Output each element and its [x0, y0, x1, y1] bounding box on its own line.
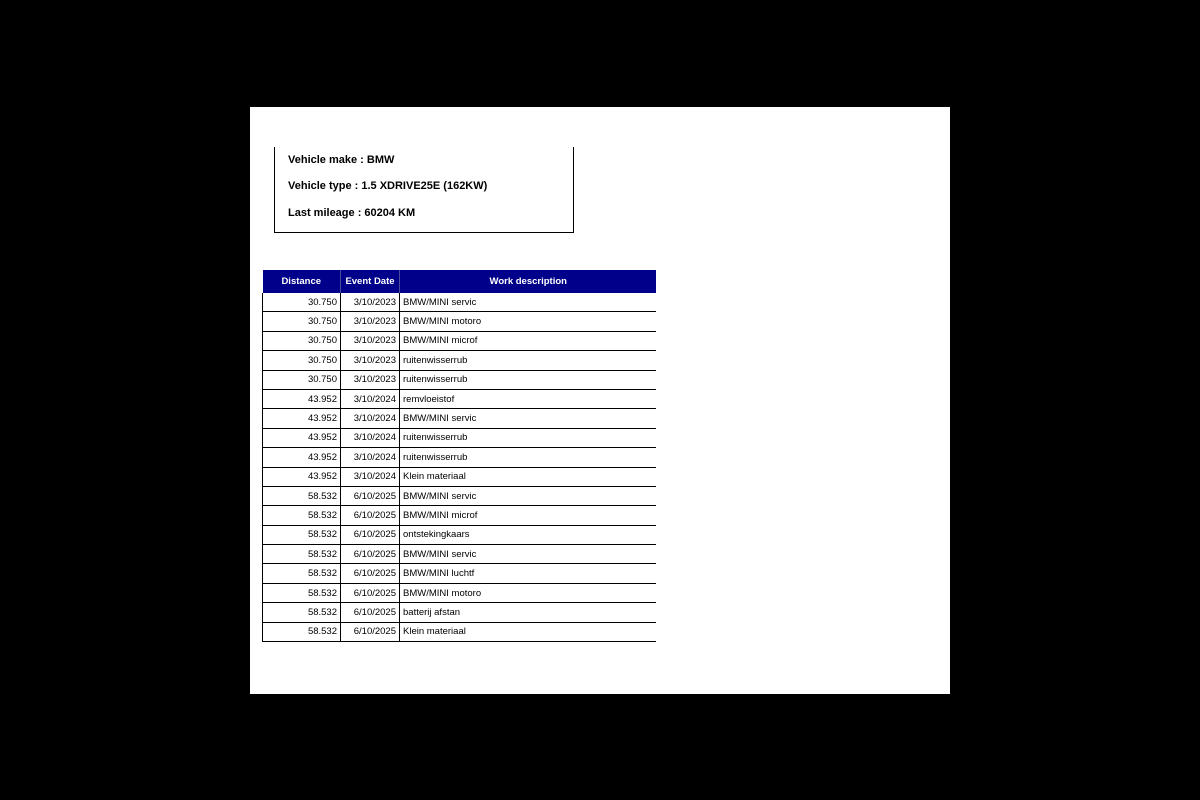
row-distance: 30.750	[263, 312, 341, 331]
row-work-description: BMW/MINI luchtf	[400, 564, 657, 583]
row-work-description: ontstekingkaars	[400, 525, 657, 544]
row-event-date: 6/10/2025	[341, 506, 400, 525]
row-event-date: 6/10/2025	[341, 545, 400, 564]
table-row	[263, 622, 657, 641]
table-row	[263, 409, 657, 428]
table-row	[263, 312, 657, 331]
header-distance: Distance	[263, 270, 341, 293]
table-row	[263, 331, 657, 350]
row-work-description: batterij afstan	[400, 603, 657, 622]
row-distance: 43.952	[263, 409, 341, 428]
row-event-date: 3/10/2023	[341, 331, 400, 350]
row-work-description: Klein materiaal	[400, 467, 657, 486]
row-event-date: 6/10/2025	[341, 525, 400, 544]
row-distance: 43.952	[263, 428, 341, 447]
table-row	[263, 486, 657, 505]
row-work-description: ruitenwisserrub	[400, 428, 657, 447]
row-distance: 43.952	[263, 448, 341, 467]
row-distance: 58.532	[263, 545, 341, 564]
row-work-description: BMW/MINI motoro	[400, 312, 657, 331]
row-distance: 58.532	[263, 564, 341, 583]
row-event-date: 6/10/2025	[341, 603, 400, 622]
row-distance: 58.532	[263, 525, 341, 544]
row-event-date: 3/10/2024	[341, 448, 400, 467]
table-row	[263, 370, 657, 389]
last-mileage: Last mileage : 60204 KM	[288, 207, 416, 219]
row-distance: 58.532	[263, 583, 341, 602]
row-distance: 58.532	[263, 622, 341, 641]
row-work-description: BMW/MINI servic	[400, 486, 657, 505]
row-work-description: BMW/MINI microf	[400, 506, 657, 525]
row-work-description: BMW/MINI motoro	[400, 583, 657, 602]
table-row	[263, 545, 657, 564]
row-event-date: 3/10/2024	[341, 409, 400, 428]
row-work-description: remvloeistof	[400, 389, 657, 408]
table-row	[263, 351, 657, 370]
row-event-date: 3/10/2024	[341, 389, 400, 408]
row-event-date: 6/10/2025	[341, 486, 400, 505]
table-row	[263, 506, 657, 525]
row-distance: 58.532	[263, 603, 341, 622]
row-work-description: Klein materiaal	[400, 622, 657, 641]
table-row	[263, 428, 657, 447]
row-work-description: ruitenwisserrub	[400, 370, 657, 389]
table-row	[263, 467, 657, 486]
table-row	[263, 525, 657, 544]
row-event-date: 6/10/2025	[341, 622, 400, 641]
row-distance: 30.750	[263, 331, 341, 350]
row-distance: 43.952	[263, 389, 341, 408]
service-history-table-wrap	[262, 270, 656, 642]
table-row	[263, 389, 657, 408]
table-row	[263, 603, 657, 622]
row-work-description: ruitenwisserrub	[400, 351, 657, 370]
row-distance: 43.952	[263, 467, 341, 486]
row-event-date: 3/10/2023	[341, 312, 400, 331]
row-distance: 30.750	[263, 293, 341, 312]
row-distance: 58.532	[263, 486, 341, 505]
table-row	[263, 448, 657, 467]
vehicle-type: Vehicle type : 1.5 XDRIVE25E (162KW)	[288, 180, 488, 192]
row-work-description: BMW/MINI servic	[400, 293, 657, 312]
header-work-description: Work description	[400, 270, 657, 293]
row-event-date: 3/10/2023	[341, 293, 400, 312]
row-event-date: 6/10/2025	[341, 583, 400, 602]
row-event-date: 6/10/2025	[341, 564, 400, 583]
vehicle-make: Vehicle make : BMW	[288, 154, 395, 166]
table-body	[263, 293, 657, 642]
row-event-date: 3/10/2023	[341, 351, 400, 370]
document-page	[250, 107, 950, 694]
row-event-date: 3/10/2023	[341, 370, 400, 389]
vehicle-info-box	[274, 147, 574, 233]
row-work-description: BMW/MINI servic	[400, 409, 657, 428]
table-row	[263, 583, 657, 602]
table-row	[263, 293, 657, 312]
row-event-date: 3/10/2024	[341, 467, 400, 486]
row-work-description: BMW/MINI servic	[400, 545, 657, 564]
table-row	[263, 564, 657, 583]
row-distance: 30.750	[263, 351, 341, 370]
row-work-description: BMW/MINI microf	[400, 331, 657, 350]
row-work-description: ruitenwisserrub	[400, 448, 657, 467]
row-distance: 30.750	[263, 370, 341, 389]
service-history-table	[262, 270, 656, 642]
row-distance: 58.532	[263, 506, 341, 525]
row-event-date: 3/10/2024	[341, 428, 400, 447]
table-header-row	[263, 270, 657, 293]
header-event-date: Event Date	[341, 270, 400, 293]
